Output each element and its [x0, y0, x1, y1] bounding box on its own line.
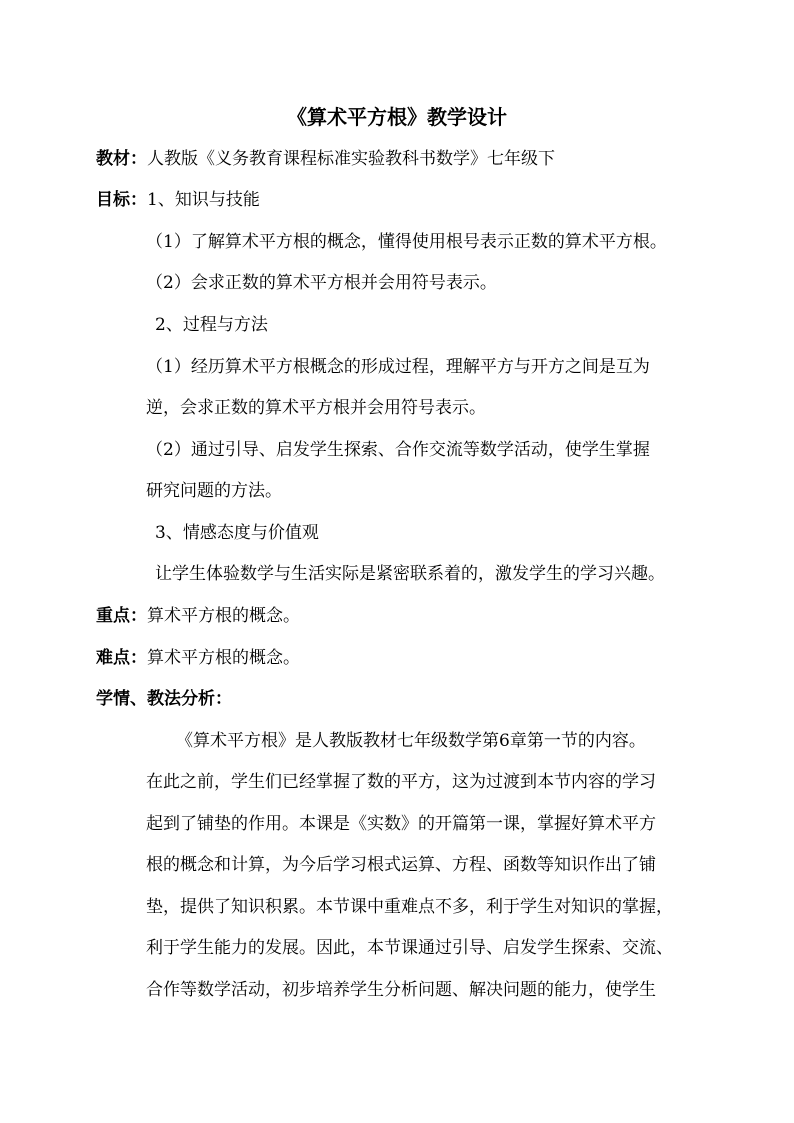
material-text: 人教版《义务教育课程标准实验教科书数学》七年级下	[147, 149, 555, 169]
analysis-paragraph-line: 《算术平方根》是人教版教材七年级数学第6章第一节的内容。	[176, 731, 646, 751]
material-line	[96, 147, 555, 171]
goal-heading-2: 2、过程与方法	[155, 315, 268, 335]
goal-2-item-a-line-2: 逆，会求正数的算术平方根并会用符号表示。	[146, 398, 486, 418]
goal-1-item-b: （2）会求正数的算术平方根并会用符号表示。	[146, 273, 497, 293]
goal-3-item-a: 让学生体验数学与生活实际是紧密联系着的，激发学生的学习兴趣。	[155, 564, 665, 584]
analysis-paragraph-line: 在此之前，学生们已经掌握了数的平方，这为过渡到本节内容的学习	[146, 772, 656, 792]
goal-2-item-a-line-1: （1）经历算术平方根概念的形成过程，理解平方与开方之间是互为	[146, 357, 650, 377]
analysis-paragraph-line: 合作等数学活动，初步培养学生分析问题、解决问题的能力，使学生	[146, 980, 656, 1000]
goal-line	[96, 188, 260, 212]
analysis-heading: 学情、教法分析：	[96, 689, 232, 709]
document-title: 《算术平方根》教学设计	[287, 105, 507, 129]
key-point-line	[96, 604, 300, 628]
key-point-label: 重点：	[96, 606, 147, 626]
material-label: 教材：	[96, 149, 147, 169]
goal-label: 目标：	[96, 190, 147, 210]
goal-1-item-a: （1）了解算术平方根的概念，懂得使用根号表示正数的算术平方根。	[146, 232, 667, 252]
difficulty-label: 难点：	[96, 648, 147, 668]
goal-2-item-b-line-2: 研究问题的方法。	[146, 481, 282, 501]
key-point-text: 算术平方根的概念。	[147, 606, 300, 626]
analysis-paragraph-line: 根的概念和计算，为今后学习根式运算、方程、函数等知识作出了铺	[146, 855, 656, 875]
analysis-paragraph-line: 垫，提供了知识积累。本节课中重难点不多，利于学生对知识的掌握，	[146, 897, 673, 917]
difficulty-text: 算术平方根的概念。	[147, 648, 300, 668]
goal-heading-1: 1、知识与技能	[147, 190, 260, 210]
analysis-paragraph-line: 起到了铺垫的作用。本课是《实数》的开篇第一课，掌握好算术平方	[146, 814, 656, 834]
goal-2-item-b-line-1: （2）通过引导、启发学生探索、合作交流等数学活动，使学生掌握	[146, 440, 650, 460]
analysis-paragraph-line: 利于学生能力的发展。因此，本节课通过引导、启发学生探索、交流、	[146, 938, 673, 958]
difficulty-line	[96, 646, 300, 670]
goal-heading-3: 3、情感态度与价值观	[155, 523, 319, 543]
